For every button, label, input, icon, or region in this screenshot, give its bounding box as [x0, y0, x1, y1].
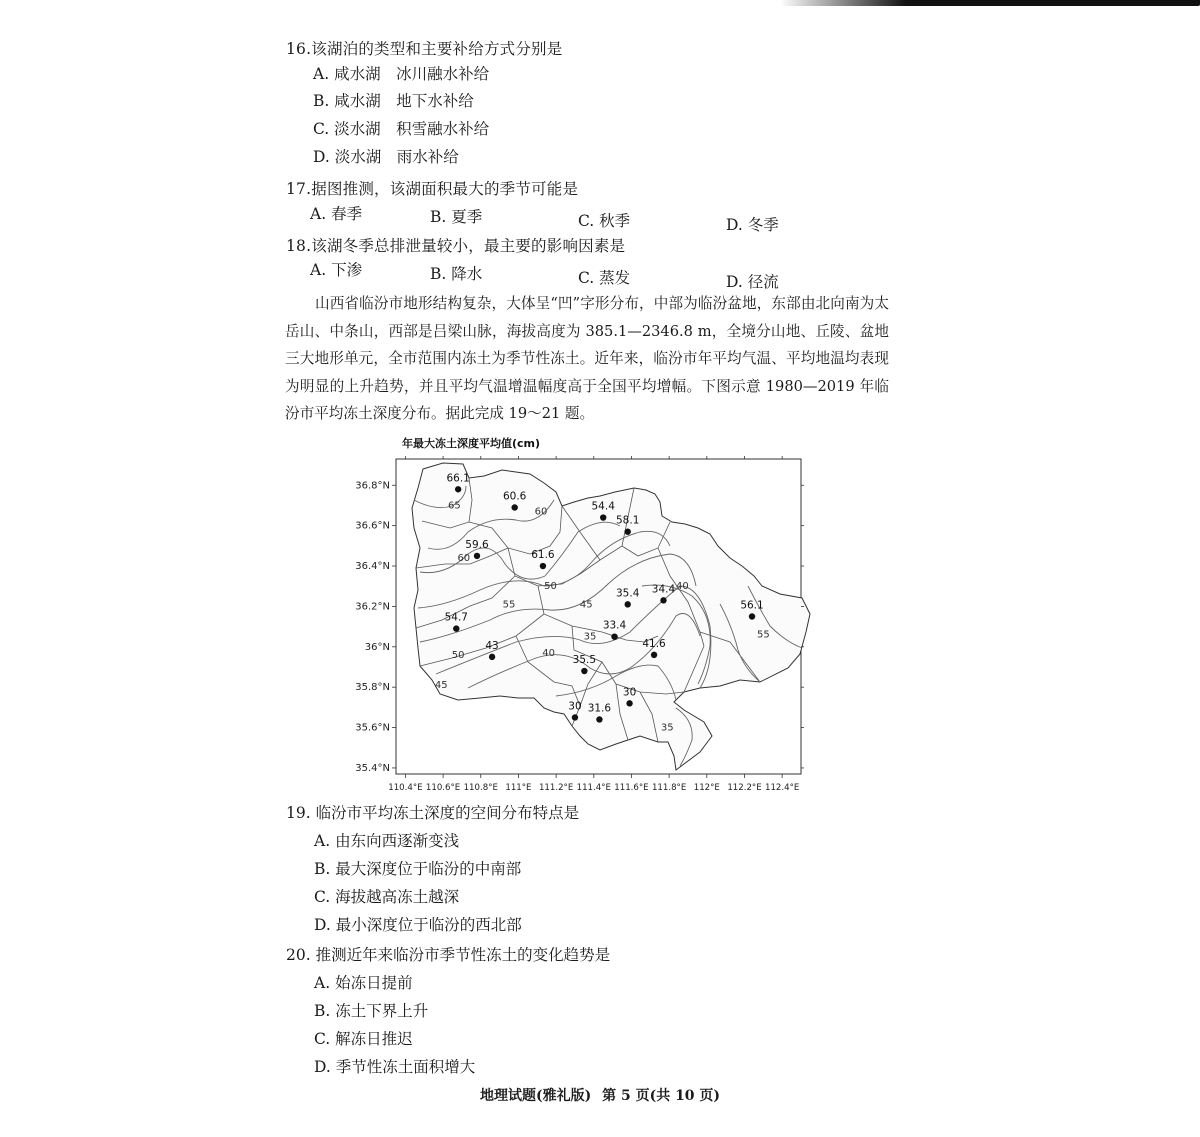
option-letter: A.: [313, 65, 330, 83]
option-letter: C.: [314, 1030, 331, 1048]
q19-option-a[interactable]: [314, 829, 459, 851]
q19-option-b[interactable]: [314, 857, 521, 879]
y-tick-label: 35.4°N: [355, 762, 390, 774]
question-18-stem: 18.该湖冬季总排泄量较小，最主要的影响因素是: [286, 237, 626, 255]
option-letter: B.: [430, 265, 447, 283]
y-tick-label: 36.6°N: [355, 520, 390, 532]
y-tick-label: 36°N: [364, 641, 390, 653]
station-value-label: 43: [485, 639, 499, 652]
q16-option-a[interactable]: [313, 62, 489, 84]
map-svg: [340, 436, 820, 796]
isoline-label: 45: [579, 599, 593, 611]
page-footer: [0, 1085, 1200, 1105]
x-tick-label: 111.8°E: [651, 783, 687, 793]
station-point: [651, 652, 657, 658]
option-text: 冻土下界上升: [335, 1002, 429, 1020]
option-text: 夏季: [451, 208, 483, 226]
x-tick-label: 112.2°E: [727, 783, 762, 793]
station-point: [572, 714, 578, 720]
option-text: 冬季: [747, 216, 779, 234]
q18-option-b[interactable]: [430, 262, 482, 284]
option-text: 春季: [331, 205, 363, 223]
q20-option-a[interactable]: [314, 971, 413, 993]
option-text: 咸水湖 冰川融水补给: [334, 65, 490, 83]
station-value-label: 33.4: [602, 619, 627, 632]
x-tick-label: 111°E: [505, 783, 532, 793]
exam-title: 地理试题(雅礼版): [479, 1088, 592, 1104]
station-point: [453, 625, 459, 631]
option-text: 始冻日提前: [335, 974, 413, 992]
option-text: 蒸发: [599, 269, 631, 287]
option-letter: B.: [314, 1002, 331, 1020]
option-letter: C.: [313, 120, 330, 138]
isoline-label: 40: [675, 581, 689, 593]
option-letter: A.: [310, 261, 327, 279]
station-point: [489, 654, 495, 660]
q18-option-c[interactable]: [578, 266, 630, 288]
q19-option-d[interactable]: [314, 913, 522, 935]
option-letter: A.: [314, 832, 331, 850]
station-point: [596, 716, 602, 722]
option-text: 最小深度位于临汾的西北部: [335, 916, 522, 934]
q19-option-c[interactable]: [314, 885, 459, 907]
station-value-label: 54.4: [591, 500, 615, 513]
station-point: [624, 601, 630, 607]
option-letter: B.: [430, 208, 447, 226]
option-text: 下渗: [331, 261, 363, 279]
option-letter: B.: [314, 860, 331, 878]
x-tick-label: 112.4°E: [764, 783, 800, 793]
q20-option-b[interactable]: [314, 999, 428, 1021]
station-point: [660, 597, 666, 603]
option-letter: C.: [578, 269, 595, 287]
x-tick-label: 111.6°E: [614, 783, 649, 793]
option-letter: D.: [314, 916, 331, 934]
station-point: [474, 553, 480, 559]
passage-text: 山西省临汾市地形结构复杂，大体呈“凹”字形分布，中部为临汾盆地，东部由北向南为太岳山、中条山，西部是吕梁山脉，海拔高度为 385.1—2346.8 m，全境分山地、丘陵、盆地三大地形单元，全市范围内冻土为季节性冻土。近年来，临汾市年平均气温、平均地温均表现为明显的上升趋势，并且平均气温增温幅度高于全国平均增幅。下图示意 1980—2019 年临汾市平均冻土深度分布。据此完成 19～21 题。: [285, 295, 889, 422]
isoline-label: 35: [583, 631, 597, 643]
q20-option-c[interactable]: [314, 1027, 413, 1049]
question-20-stem: 20. 推测近年来临汾市季节性冻土的变化趋势是: [286, 946, 611, 964]
reading-passage: [285, 290, 889, 428]
q17-option-b[interactable]: [430, 205, 482, 227]
station-point: [511, 504, 517, 510]
y-tick-label: 35.6°N: [355, 722, 390, 734]
station-value-label: 34.4: [651, 583, 676, 596]
isoline-label: 45: [434, 680, 448, 692]
y-tick-label: 35.8°N: [355, 682, 390, 694]
option-text: 降水: [451, 265, 483, 283]
q16-option-b[interactable]: [313, 89, 474, 111]
station-point: [455, 486, 461, 492]
option-letter: B.: [313, 92, 330, 110]
station-value-label: 30: [568, 700, 582, 713]
station-value-label: 60.6: [502, 490, 527, 503]
option-text: 淡水湖 积雪融水补给: [334, 120, 490, 138]
map-title: 年最大冻土深度平均值(cm): [402, 437, 541, 450]
station-point: [749, 613, 755, 619]
station-value-label: 41.6: [642, 637, 666, 650]
option-letter: A.: [314, 974, 331, 992]
isoline-label: 40: [542, 647, 555, 659]
x-tick-label: 110.4°E: [388, 783, 423, 793]
option-letter: D.: [726, 216, 743, 234]
station-value-label: 59.6: [465, 538, 489, 551]
x-tick-label: 110.8°E: [463, 783, 498, 793]
option-text: 咸水湖 地下水补给: [334, 92, 474, 110]
option-letter: D.: [726, 273, 743, 291]
station-point: [624, 528, 630, 534]
station-value-label: 61.6: [531, 549, 555, 562]
x-tick-label: 111.4°E: [576, 783, 611, 793]
isoline-label: 50: [451, 649, 465, 661]
station-value-label: 35.4: [616, 587, 640, 600]
station-point: [611, 633, 617, 639]
q18-option-a[interactable]: [310, 258, 362, 280]
option-letter: D.: [313, 148, 330, 166]
page-number: 第 5 页(共 10 页): [602, 1088, 721, 1104]
option-text: 秋季: [599, 212, 631, 230]
option-text: 径流: [747, 273, 779, 291]
q17-option-d[interactable]: [726, 213, 779, 235]
q17-option-a[interactable]: [310, 202, 362, 224]
frozen-soil-depth-map: [340, 436, 820, 796]
isoline-label: 50: [544, 581, 557, 593]
x-tick-label: 111.2°E: [538, 783, 574, 793]
isoline-label: 65: [448, 500, 461, 512]
station-value-label: 30: [622, 686, 637, 699]
station-point: [540, 563, 546, 569]
station-value-label: 35.5: [572, 654, 597, 667]
q17-option-c[interactable]: [578, 209, 630, 231]
isoline-label: 55: [756, 629, 770, 641]
question-17-stem: 17.据图推测，该湖面积最大的季节可能是: [286, 180, 579, 198]
station-point: [626, 700, 632, 706]
q18-option-d[interactable]: [726, 270, 779, 292]
isoline-label: 60: [534, 506, 548, 518]
option-text: 解冻日推迟: [335, 1030, 413, 1048]
isoline-label: 55: [502, 599, 516, 611]
x-tick-label: 112°E: [693, 783, 720, 793]
y-tick-label: 36.8°N: [355, 480, 390, 492]
q20-option-d[interactable]: [314, 1055, 475, 1077]
station-value-label: 56.1: [740, 599, 764, 612]
question-19-stem: 19. 临汾市平均冻土深度的空间分布特点是: [286, 804, 580, 822]
question-16-stem: 16.该湖泊的类型和主要补给方式分别是: [286, 40, 563, 58]
y-tick-label: 36.4°N: [355, 561, 390, 573]
option-letter: C.: [578, 212, 595, 230]
station-point: [600, 514, 606, 520]
isoline-label: 60: [457, 552, 471, 564]
option-text: 海拔越高冻土越深: [335, 888, 460, 906]
y-tick-label: 36.2°N: [355, 601, 390, 613]
q16-option-c[interactable]: [313, 117, 489, 139]
station-value-label: 54.7: [444, 611, 468, 624]
q16-option-d[interactable]: [313, 145, 459, 167]
option-letter: C.: [314, 888, 331, 906]
x-tick-label: 110.6°E: [425, 783, 461, 793]
option-letter: D.: [314, 1058, 331, 1076]
option-letter: A.: [310, 205, 327, 223]
station-value-label: 66.1: [446, 472, 470, 485]
option-text: 季节性冻土面积增大: [335, 1058, 476, 1076]
option-text: 淡水湖 雨水补给: [334, 148, 459, 166]
station-point: [581, 668, 587, 674]
option-text: 由东向西逐渐变浅: [335, 832, 460, 850]
station-value-label: 31.6: [587, 702, 612, 715]
station-value-label: 58.1: [616, 514, 640, 527]
isoline-label: 35: [660, 722, 674, 734]
option-text: 最大深度位于临汾的中南部: [335, 860, 522, 878]
